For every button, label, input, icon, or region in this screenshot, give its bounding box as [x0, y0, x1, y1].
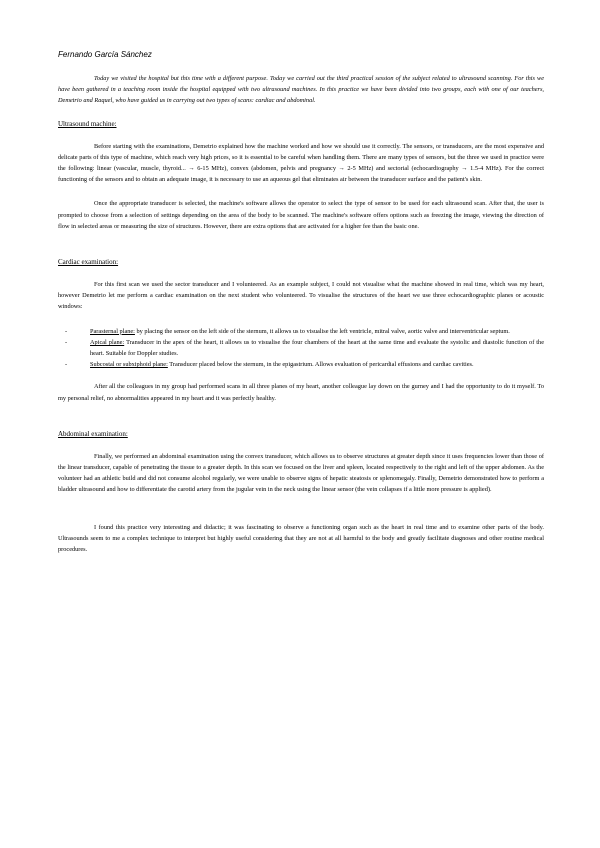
apical-plane-text: Transducer in the apex of the heart, it allows us to visualise the four chambers of the heart at the same time and evaluate the systolic and diastolic function of the heart. Suitable for Doppler studies. — [90, 338, 544, 358]
cardiac-paragraph-1: For this first scan we used the sector transducer and I volunteered. As an example subject, I could not visualise what the machine showed in real time, which was my heart, however Demetrio let me perform a cardiac examination on the next student who volunteered. To visualise the structures of the heart we use three echocardiographic planes or acoustic windows: — [58, 281, 544, 311]
subcostal-plane-term: Subcostal or subxiphoid plane: — [90, 361, 168, 369]
abdominal-paragraph: Finally, we performed an abdominal examination using the convex transducer, which allows us to observe structures at greater depth since it uses frequencies lower than those of the linear transducer, capable of penetrating the tissue to a greater depth. In this scan we focused on the liver and spleen, located respectively to the right and left of the upper abdomen. As the volunteer had an athletic build and did not consume alcohol regularly, we were unable to observe signs of hepatic steatosis or splenomegaly. Finally, Demetrio demonstrated how to perform a bladder ultrasound and how to differentiate the carotid artery from the jugular vein in the neck using the linear sensor (the vein collapses if a little more pressure is applied). — [58, 452, 544, 494]
parasternal-plane-term: Parasternal plane: — [90, 327, 135, 335]
document-page — [58, 50, 544, 555]
list-item — [58, 337, 544, 359]
subcostal-plane-text: Transducer placed below the sternum, in the epigastrium. Allows evaluation of pericardial effusions and cardiac cavities. — [167, 361, 474, 369]
abdominal-examination-heading: Abdominal examination: — [58, 429, 128, 438]
list-item — [58, 359, 544, 370]
cardiac-examination-heading: Cardiac examination: — [58, 258, 119, 267]
apical-plane-term: Apical plane: — [90, 338, 125, 346]
parasternal-plane-text: by placing the sensor on the left side of the sternum, it allows us to visualise the left ventricle, mitral valve, aortic valve and interventricular septum. — [134, 327, 510, 335]
acoustic-windows-list — [58, 326, 544, 371]
conclusion-paragraph: I found this practice very interesting and didactic; it was fascinating to observe a functioning organ such as the heart in real time and to examine other parts of the body. Ultrasounds seem to me a complex technique to interpret but highly useful considering that they are not at all harmful to the body and greatly facilitate diagnoses and other routine medical procedures. — [58, 523, 544, 554]
intro-paragraph: Today we visited the hospital but this time with a different purpose. Today we carried out the third practical session of the subject related to ultrasound scanning. For this we have been gathered in a teaching room inside the hospital equipped with two ultrasound machines. In this practice we have been divided into two groups, each with one of our teachers, Demetrio and Raquel, who have guided us in carrying out two types of scans: cardiac and abdominal. — [58, 75, 544, 105]
ultrasound-paragraph-1: Before starting with the examinations, Demetrio explained how the machine worked and how we should use it correctly. The sensors, or transducers, are the most expensive and delicate parts of this type of machine, which reach very high prices, so it is essential to be careful when handling them. There are many types of sensors, but the three we used in practice were the following: linear (vascular, muscle, thyroid... → 6-15 MHz), convex (abdomen, pelvis and pregnancy → 2-5 MHz) and sectorial (echocardiography → 1.5-4 MHz). For the correct functioning of the sensors and to obtain an adequate image, it is necessary to use an aqueous gel that eliminates air between the transducer surface and the patient's skin. — [58, 142, 544, 184]
ultrasound-machine-heading: Ultrasound machine: — [58, 119, 117, 128]
author-name: Fernando García Sánchez — [58, 50, 152, 59]
ultrasound-paragraph-2: Once the appropriate transducer is selected, the machine's software allows the operator to select the type of sensor to be used for each ultrasound scan. After that, the user is prompted to choose from a selection of settings depending on the area of the body to be scanned. The machine's software offers options such as freezing the image, viewing the direction of flow in selected areas or measuring the size of structures. However, there are extra options that are activated for a higher fee than the basic one. — [58, 200, 544, 230]
cardiac-paragraph-2: After all the colleagues in my group had performed scans in all three planes of my heart, another colleague lay down on the gurney and I had the opportunity to do it myself. To my personal relief, no abnormalities appeared in my heart and it was perfectly healthy. — [58, 383, 544, 402]
list-item — [58, 326, 544, 337]
